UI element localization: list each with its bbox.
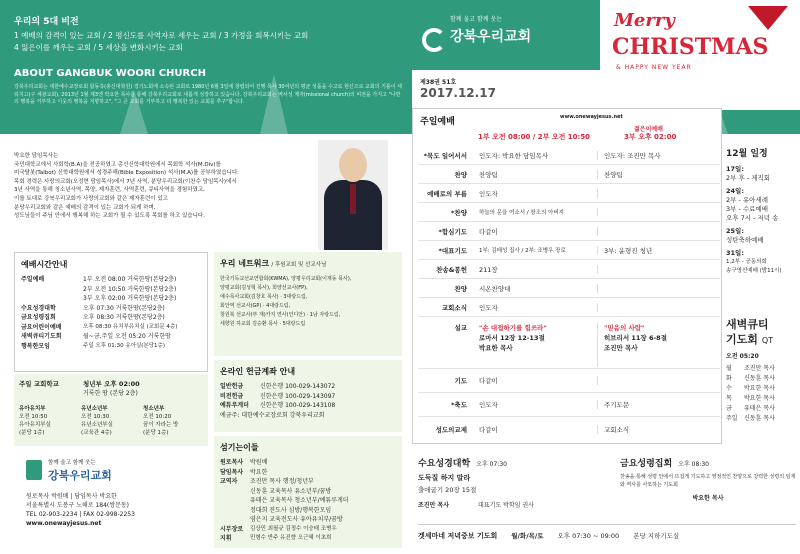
servant-role <box>220 487 250 497</box>
network-subtitle: / 후원교회 및 선교사님 <box>271 262 327 268</box>
servant-role <box>220 496 250 506</box>
pastor-intro <box>14 152 314 221</box>
pastor-photo <box>318 140 388 250</box>
worship-label: 수요성경대학 <box>21 304 56 312</box>
order-value-1-2: 1부: 김태성 집사 / 2부: 조병우 장로 <box>473 246 598 254</box>
worship-label: 금요성령집회 <box>21 314 56 321</box>
friday-preacher: 박요한 목사 <box>692 495 724 502</box>
service-3-time: 3부 오후 02:00 <box>624 133 677 141</box>
dept-name: 유년소년부 <box>81 406 108 412</box>
network-line: 세향원 하교회 김승환 목사 · 5대랑드림 <box>220 321 306 327</box>
qt-day: 월 <box>726 365 732 372</box>
servant-name: 염은지 교육전도사 유아유치부/꿈방 <box>250 516 343 523</box>
vision-title: 우리의 5대 비전 <box>14 17 79 27</box>
dept-card <box>19 405 75 437</box>
servant-name: 신동훈 교육목사 유소년부/꿈방 <box>250 487 332 495</box>
qt-leader: 박요한 목사 <box>744 395 775 402</box>
about-text: 강북우리교회는 대한예수교장로회 합동측(총신대학원) 경기노회에 소속된 교회로 1980년 6월 3일에 창립되어 진행 목사 30여년의 평균 성품을 수고로 현신으로 교회의 기틀이 세워지고(구 세광교회), 2013년 1월 제3엔 박요한 목사를 통해 강북우리교회로 새롭게 성장하고 있습니다. 강북우리교회는 역사성 제자(missional church)의 비전을 가지고 "나만의 행복을 거부하고 이웃의 행복을 지향하고", "그 큰 교회를 거부하고 더 행복한 있는 교회를 추구"합니다. <box>14 84 402 105</box>
qt-day: 목 <box>726 395 732 402</box>
worship-value: 3부 오후 02:00 거룩한땅(본당2층) <box>83 295 177 302</box>
servants-title: 섬기는이들 <box>220 443 259 452</box>
church-card <box>14 452 208 548</box>
qt-label: QT <box>761 336 774 345</box>
servant-name: 정대희 전도사 심방/행복한모임 <box>250 506 332 514</box>
network-title: 우리 네트워크 <box>220 259 270 268</box>
pastor-intro-line: 이를 토대로 강북우리교회가 사랑의교회와 같은 제자훈련이 있고 <box>14 195 168 202</box>
dept-name: 청소년부 <box>143 406 165 412</box>
qt-day: 금 <box>726 405 732 412</box>
friday-title: 금요성령집회 <box>620 459 673 469</box>
card-website[interactable]: www.onewayjesus.net <box>26 520 102 527</box>
qt-title-2: 기도회 <box>726 333 758 346</box>
order-label: 설교 <box>454 324 467 332</box>
friday-time: 오후 08:30 <box>678 461 709 468</box>
merry-text: Merry <box>614 10 675 31</box>
schedule-text: 성탄축하예배 <box>726 236 764 244</box>
servant-role: 교역자 <box>220 478 238 485</box>
order-value-1-2: 찬양팀 <box>473 170 598 179</box>
card-address-line: 서울특별시 도봉구 노해로 184(쌍문동) <box>26 502 129 509</box>
worship-value: 1부 오전 08:00 거룩한땅(본당2층) <box>83 276 177 283</box>
worship-value: 오후 08:30 거룩한땅(본당2층) <box>83 314 165 321</box>
pastor-intro-line: 박요한 담임목사는 <box>14 153 59 159</box>
order-row <box>418 393 720 417</box>
dept-place: 꿈이 자라는 방 <box>143 422 179 428</box>
schedule-text: 1,2부 - 공동의회 송구영신예배 (밤11시) <box>726 259 782 274</box>
sermon-scripture: 히브리서 11장 6-8절 <box>604 334 667 342</box>
sermon-1-2 <box>473 323 598 367</box>
order-value-1-2: 다같이 <box>473 227 598 236</box>
qt-leader: 조진만 목사 <box>744 365 775 372</box>
qt-leader: 신동훈 목사 <box>744 415 775 422</box>
servant-name: 박원배 <box>250 459 268 466</box>
wednesday-prayer: 대표기도 박학임 권사 <box>478 502 534 509</box>
worship-times-list <box>21 275 201 351</box>
december-title: 12월 일정 <box>726 149 768 159</box>
logo-name: 강북우리교회 <box>450 29 532 45</box>
servant-name: 유태은 교육목사 청소년부/예튜루게더 <box>250 497 349 504</box>
order-row <box>418 165 720 184</box>
order-label: 찬송&봉헌 <box>436 265 467 274</box>
issue-number: 제38권 51호 <box>420 79 457 86</box>
worship-label: 주일예배 <box>21 276 45 283</box>
schedule-date: 24일: <box>726 187 744 195</box>
vision-line: 4 잃은이를 깨우는 교회 / 5 세상을 변화시키는 교회 <box>14 43 183 52</box>
order-row <box>418 417 720 441</box>
order-value-3: 교회소식 <box>604 425 630 434</box>
wednesday-subtitle: 도둑질 하지 말라 <box>418 474 471 482</box>
sunday-school-box <box>14 374 208 446</box>
qt-leader: 신동훈 목사 <box>744 375 775 382</box>
sunday-school-title: 주일 교회학교 <box>19 380 59 388</box>
order-label: *대표기도 <box>438 246 467 255</box>
qt-day: 수 <box>726 385 732 392</box>
december-schedule <box>726 146 796 276</box>
order-row <box>418 203 720 222</box>
order-value-3: 찬양팀 <box>604 170 623 179</box>
sermon-title: "믿음의 사람" <box>604 324 645 332</box>
worship-times-title: 예배시간안내 <box>21 260 68 269</box>
church-logo-icon <box>26 460 42 480</box>
offering-account: 신한은행 100-029-143108 <box>260 402 336 409</box>
order-label: *묵도 일어서서 <box>423 151 467 160</box>
order-label: *축도 <box>451 401 467 409</box>
order-value-3: 인도자: 조진만 목사 <box>604 151 661 160</box>
order-value-1-2: 하늘의 문을 여소서 / 창조의 아버지 <box>473 208 598 216</box>
service-1-2-time: 1부 오전 08:00 / 2부 오전 10:50 <box>478 133 591 141</box>
servant-name: 조진만 목사 행정/청년부 <box>250 478 314 485</box>
order-value-1-2: 시온찬양대 <box>473 284 598 293</box>
pastor-intro-line: 분당우리교회와 같은 예배의 감격이 있는 교회가 되게 하며, <box>14 204 156 211</box>
gethsemane-days: 월/화/목/토 <box>511 532 544 540</box>
pastor-intro-line: 국민대학교에서 사회학(B.A)을 전공하였고 총신신학대학원에서 목회학 석사(M.Div)를 <box>14 161 221 168</box>
order-label: *합심기도 <box>438 227 467 236</box>
worship-label <box>21 285 83 295</box>
worship-label: 금요어린이예배 <box>21 323 62 331</box>
youth-place: 거룩한 땅 (본당 2층) <box>83 390 138 397</box>
offering-label: 비전헌금 <box>220 392 244 400</box>
worship-label: 행복한모임 <box>21 342 50 350</box>
network-line: 한국기독교선교연합회(KWMA), 양평우리교회(이재동 목사), <box>220 276 352 282</box>
order-label: *찬양 <box>451 208 467 217</box>
young-adults-label: 젊은이예배 <box>634 126 663 133</box>
servant-name: 김상민 최필규 김정수 이승태 조병우 <box>250 525 337 532</box>
offering-account: 신한은행 100-029-143072 <box>260 383 336 390</box>
order-value-1-2: 인도자 <box>473 189 598 198</box>
wednesday-time: 오후 07:30 <box>476 461 507 468</box>
qt-time: 오전 05:20 <box>726 353 759 360</box>
pastor-intro-line: 성도님들이 주님 안에서 행복해 하는 교회가 될 수 있도록 목회를 하고 있습니다. <box>14 213 205 220</box>
card-tagline: 함께 울고 함께 웃는 <box>48 460 96 466</box>
sermon-preacher: 조진만 목사 <box>604 344 638 352</box>
dept-card <box>81 405 137 437</box>
wednesday-scripture: 출애굽기 20장 15절 <box>418 486 477 494</box>
order-label: 기도 <box>454 377 467 385</box>
ribbon-bow-icon <box>748 6 788 30</box>
worship-label <box>21 294 83 304</box>
card-address <box>26 492 135 528</box>
order-label: 예배로의 부름 <box>427 189 467 198</box>
dept-name: 유아유치부 <box>19 406 46 412</box>
qt-title: 새벽큐티 <box>726 318 769 331</box>
order-row <box>418 298 720 317</box>
christmas-lettering <box>600 0 800 110</box>
sermon-preacher: 박요한 목사 <box>479 344 513 352</box>
order-value-3: 주기도문 <box>604 401 630 409</box>
worship-times-box <box>14 252 208 372</box>
vision-section <box>14 14 404 54</box>
issue-date: 2017.12.17 <box>420 86 496 100</box>
schedule-text: 2부 - 유아세례 3부 - 수료예배 오후 7시 - 저녁 송 <box>726 196 779 222</box>
dept-place: 유년소년부실 <box>81 422 113 428</box>
worship-value: 2부 오전 10:50 거룩한땅(본당2층) <box>83 285 177 293</box>
offering-label: 일반헌금 <box>220 383 244 390</box>
order-row <box>418 279 720 298</box>
pastor-intro-line: 목회 경력은 사랑의교회(오정현 담임목사)에서 7년 사역, 분당우리교회(이찬수 담임목사)에서 <box>14 178 237 185</box>
order-label: 찬양 <box>454 284 467 293</box>
offering-box <box>214 360 402 432</box>
worship-value: 오후 07:30 거룩한땅(본당2층) <box>83 304 165 312</box>
offering-account: 신한은행 100-029-143097 <box>260 392 336 400</box>
schedule-text: 2부 후 - 제직회 <box>726 174 771 182</box>
servants-box <box>214 436 402 548</box>
servant-name: 박요한 <box>250 468 268 476</box>
wednesday-box <box>418 456 608 518</box>
order-row <box>418 369 720 393</box>
gethsemane-time: 오후 07:30 ~ 09:00 <box>557 532 620 540</box>
logo-tagline: 함께 울고 함께 웃는 <box>450 16 503 23</box>
order-row <box>418 184 720 203</box>
christmas-text: CHRISTMAS <box>612 34 769 60</box>
website-link[interactable]: www.onewayjesus.net <box>560 114 623 120</box>
pastor-intro-line: 3년 사역을 통해 청소년사역, 목양, 제자훈련, 사역훈련, 큐티사역을 경험하였고, <box>14 187 205 194</box>
card-name: 강북우리교회 <box>48 469 112 482</box>
dept-floor: (분당 1층) <box>143 430 169 436</box>
order-row <box>418 260 720 279</box>
sermon-scripture: 로마서 12장 12-13절 <box>479 334 545 342</box>
gethsemane-title: 겟세마네 저녁중보 기도회 <box>418 531 498 540</box>
dept-place: 유아유치부실 <box>19 422 51 428</box>
network-line: 창원북 선교사(부 재)카지 연사(인디안) · 1남 자랑드림, <box>220 312 341 318</box>
servant-role <box>220 515 250 525</box>
order-value-1-2: 인도자 <box>473 400 598 409</box>
order-value-1-2: 211장 <box>473 265 598 274</box>
order-value-1-2: 다같이 <box>473 376 598 385</box>
network-box <box>214 252 402 356</box>
order-label: 찬양 <box>454 170 467 179</box>
friday-box <box>620 456 796 518</box>
qt-leader: 유태은 목사 <box>744 405 775 412</box>
schedule-date: 17일: <box>726 165 744 173</box>
servant-role <box>220 506 250 516</box>
gethsemane-bar <box>418 524 796 546</box>
servant-role: 담임목사 <box>220 468 244 476</box>
about-title: ABOUT GANGBUK WOORI CHURCH <box>14 68 206 79</box>
servant-role: 원로목사 <box>220 459 244 466</box>
youth-time: 청년부 오후 02:00 <box>83 380 140 388</box>
servant-role: 시무장로 <box>220 525 244 533</box>
order-value-1-2: 인도자: 박요한 담임목사 <box>473 151 598 160</box>
dept-time: 오전 10:30 <box>81 414 110 420</box>
servant-role: 지휘 <box>220 535 232 542</box>
order-value-1-2: 인도자 <box>473 303 598 312</box>
offering-label: 예튜루게더 <box>220 402 249 409</box>
dept-floor: (분당 1층) <box>19 430 45 436</box>
vision-line: 1 예배의 감격이 있는 교회 / 2 평신도를 사역자로 세우는 교회 / 3 가정을 회복시키는 교회 <box>14 31 309 40</box>
dept-time: 오전 10:50 <box>19 414 48 420</box>
sunday-service-title: 주일예배 <box>420 117 455 127</box>
order-value-3: 3부: 윤형진 청년 <box>604 246 653 255</box>
card-address-line: TEL 02-903-2234 | FAX 02-998-2253 <box>26 511 135 518</box>
order-label: 교회소식 <box>441 303 467 312</box>
schedule-date: 25일: <box>726 227 744 235</box>
order-value-1-2: 다같이 <box>473 425 598 434</box>
qt-day: 주일 <box>726 415 738 422</box>
worship-value: 월~금,주일 오전 05:20 거룩한땅 <box>83 333 171 340</box>
offering-holder: 예금주: 대한예수교장로회 강북우리교회 <box>220 411 325 419</box>
network-line: 회안역 선교사(GP) · 4대랑드림, <box>220 303 291 309</box>
order-row <box>418 241 720 260</box>
qt-day: 화 <box>726 375 732 382</box>
sermon-title: "손 대접하기를 힘쓰라" <box>479 324 547 332</box>
gethsemane-place: 본당 지하기도실 <box>633 532 680 540</box>
dept-floor: (교육관 4층) <box>81 430 112 436</box>
network-line: 양평교회(김성혁 목사), 희양선교사(FP), <box>220 285 308 291</box>
wednesday-title: 수요성경대학 <box>418 459 471 469</box>
sermon-row <box>418 317 720 369</box>
dawn-qt-box <box>726 318 796 424</box>
order-label: 성도의교제 <box>435 425 467 434</box>
card-address-line: 원로목사 박원배 | 담임목사 박요한 <box>26 493 117 500</box>
about-section <box>14 68 404 107</box>
servant-name: 민형수 반주 유진향 오근혜 이초희 <box>250 535 332 541</box>
network-line: 예수목사교회(김창호 목사) · 3대랑드림, <box>220 294 308 300</box>
order-row <box>418 146 720 165</box>
schedule-date: 31일: <box>726 249 744 257</box>
friday-text: 찬송을 통해 성령 안에서 뜨겁게 기도하고 영정적인 찬양으로 강력한 성령의 임재와 역사를 사모하는 기도회 <box>620 474 796 488</box>
order-row <box>418 222 720 241</box>
church-logo-icon <box>422 28 446 52</box>
dept-card <box>143 405 199 437</box>
new-year-text: & HAPPY NEW YEAR <box>616 64 692 71</box>
worship-label: 새벽큐티기도회 <box>21 333 62 340</box>
wednesday-preacher: 조진만 목사 <box>418 502 450 509</box>
sermon-3 <box>598 323 720 353</box>
pastor-intro-line: 미국탈봇(Talbot) 신학대학원에서 성경주해(Bible Exposition) 석사(M.A)를 공부하였습니다. <box>14 170 240 177</box>
dept-time: 오전 10:20 <box>143 414 172 420</box>
worship-value: 주일 오후 01:30 유아실(본당1층) <box>83 342 166 349</box>
qt-leader: 박요한 목사 <box>744 385 775 392</box>
worship-value: 오후 08:30 유치부유치실 (교회문 4층) <box>83 323 178 330</box>
offering-title: 온라인 헌금계좌 안내 <box>220 367 296 376</box>
